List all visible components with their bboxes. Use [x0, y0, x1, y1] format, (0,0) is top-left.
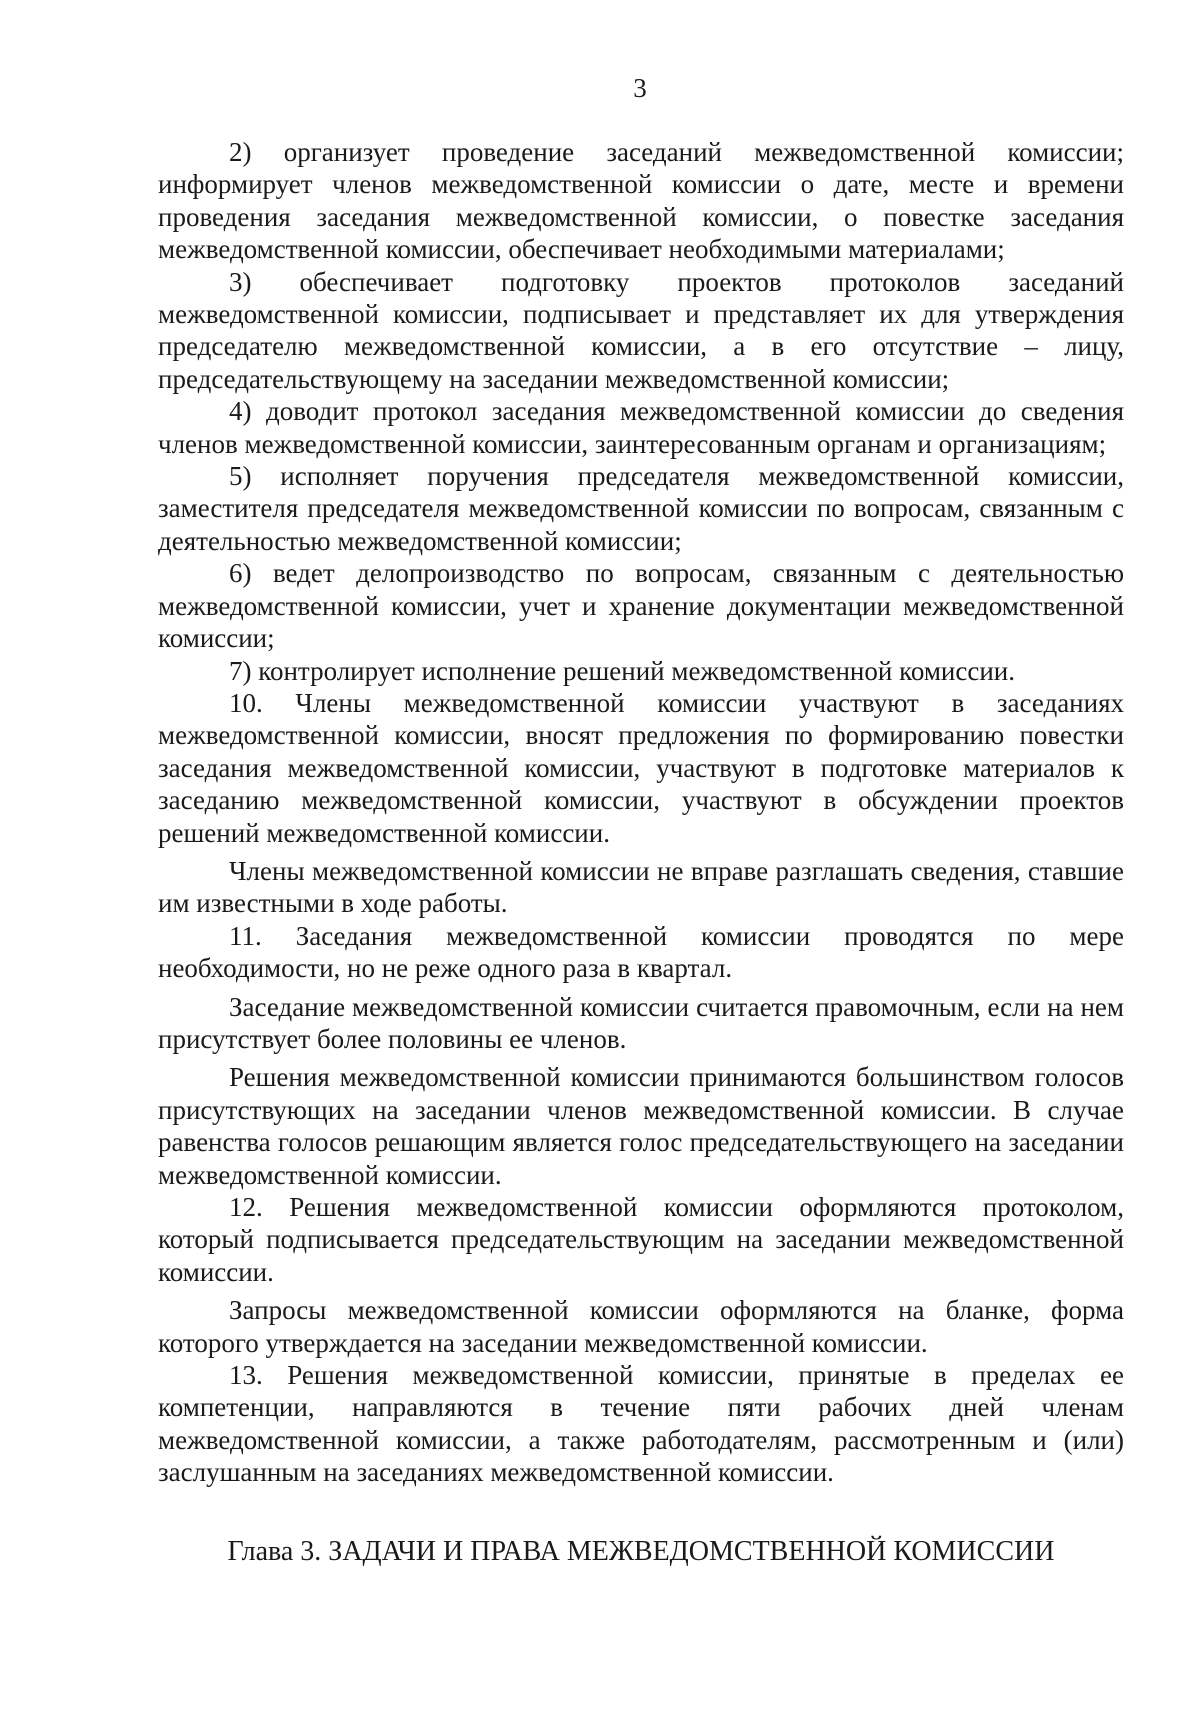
paragraph-clause-12: 12. Решения межведомственной комиссии оформляются протоколом, который подписывается председательствующим на заседании межведомственной комиссии. — [158, 1192, 1124, 1287]
paragraph-clause-13: 13. Решения межведомственной комиссии, принятые в пределах ее компетенции, направляются в течение пяти рабочих дней членам межведомственной комиссии, а также работодателям, рассмотренным и (или) заслушанным на заседаниях межведомственной комиссии. — [158, 1360, 1124, 1488]
paragraph-item-6: 6) ведет делопроизводство по вопросам, связанным с деятельностью межведомственной комиссии, учет и хранение документации межведомственной комиссии; — [158, 558, 1124, 654]
paragraph-clause-10: 10. Члены межведомственной комиссии участвуют в заседаниях межведомственной комиссии, вносят предложения по формированию повестки заседания межведомственной комиссии, участвуют в подготовке материалов к заседанию межведомственной комиссии, участвуют в обсуждении проектов решений межведомственной комиссии. — [158, 687, 1124, 848]
page-number: 3 — [633, 73, 647, 103]
paragraph-item-5: 5) исполняет поручения председателя межведомственной комиссии, заместителя председателя межведомственной комиссии по вопросам, связанным с деятельностью межведомственной комиссии; — [158, 461, 1124, 556]
paragraph-item-3: 3) обеспечивает подготовку проектов протоколов заседаний межведомственной комиссии, подписывает и представляет их для утверждения председателю межведомственной комиссии, а в его отсутствие – лицу, председательствующему на заседании межведомственной комиссии; — [158, 266, 1124, 394]
paragraph-clause-11-quorum: Заседание межведомственной комиссии считается правомочным, если на нем присутствует более половины ее членов. — [158, 991, 1124, 1054]
paragraph-clause-11-voting: Решения межведомственной комиссии принимаются большинством голосов присутствующих на заседании членов межведомственной комиссии. В случае равенства голосов решающим является голос председательствующего на заседании межведомственной комиссии. — [158, 1062, 1124, 1190]
document-body — [158, 136, 1124, 1489]
paragraph-item-2: 2) организует проведение заседаний межведомственной комиссии; информирует членов межведомственной комиссии о дате, месте и времени проведения заседания межведомственной комиссии, о повестке заседания межведомственной комиссии, обеспечивает необходимыми материалами; — [158, 137, 1124, 265]
paragraph-item-7: 7) контролирует исполнение решений межведомственной комиссии. — [229, 655, 1015, 686]
paragraph-clause-12-requests: Запросы межведомственной комиссии оформляются на бланке, форма которого утверждается на заседании межведомственной комиссии. — [158, 1295, 1124, 1358]
paragraph-clause-11: 11. Заседания межведомственной комиссии проводятся по мере необходимости, но не реже одного раза в квартал. — [158, 920, 1124, 984]
paragraph-clause-10-confidentiality: Члены межведомственной комиссии не вправе разглашать сведения, ставшие им известными в ходе работы. — [158, 855, 1124, 919]
paragraph-item-4: 4) доводит протокол заседания межведомственной комиссии до сведения членов межведомственной комиссии, заинтересованным органам и организациям; — [158, 396, 1124, 459]
chapter-heading: Глава 3. ЗАДАЧИ И ПРАВА МЕЖВЕДОМСТВЕННОЙ КОМИССИИ — [227, 1536, 1055, 1567]
